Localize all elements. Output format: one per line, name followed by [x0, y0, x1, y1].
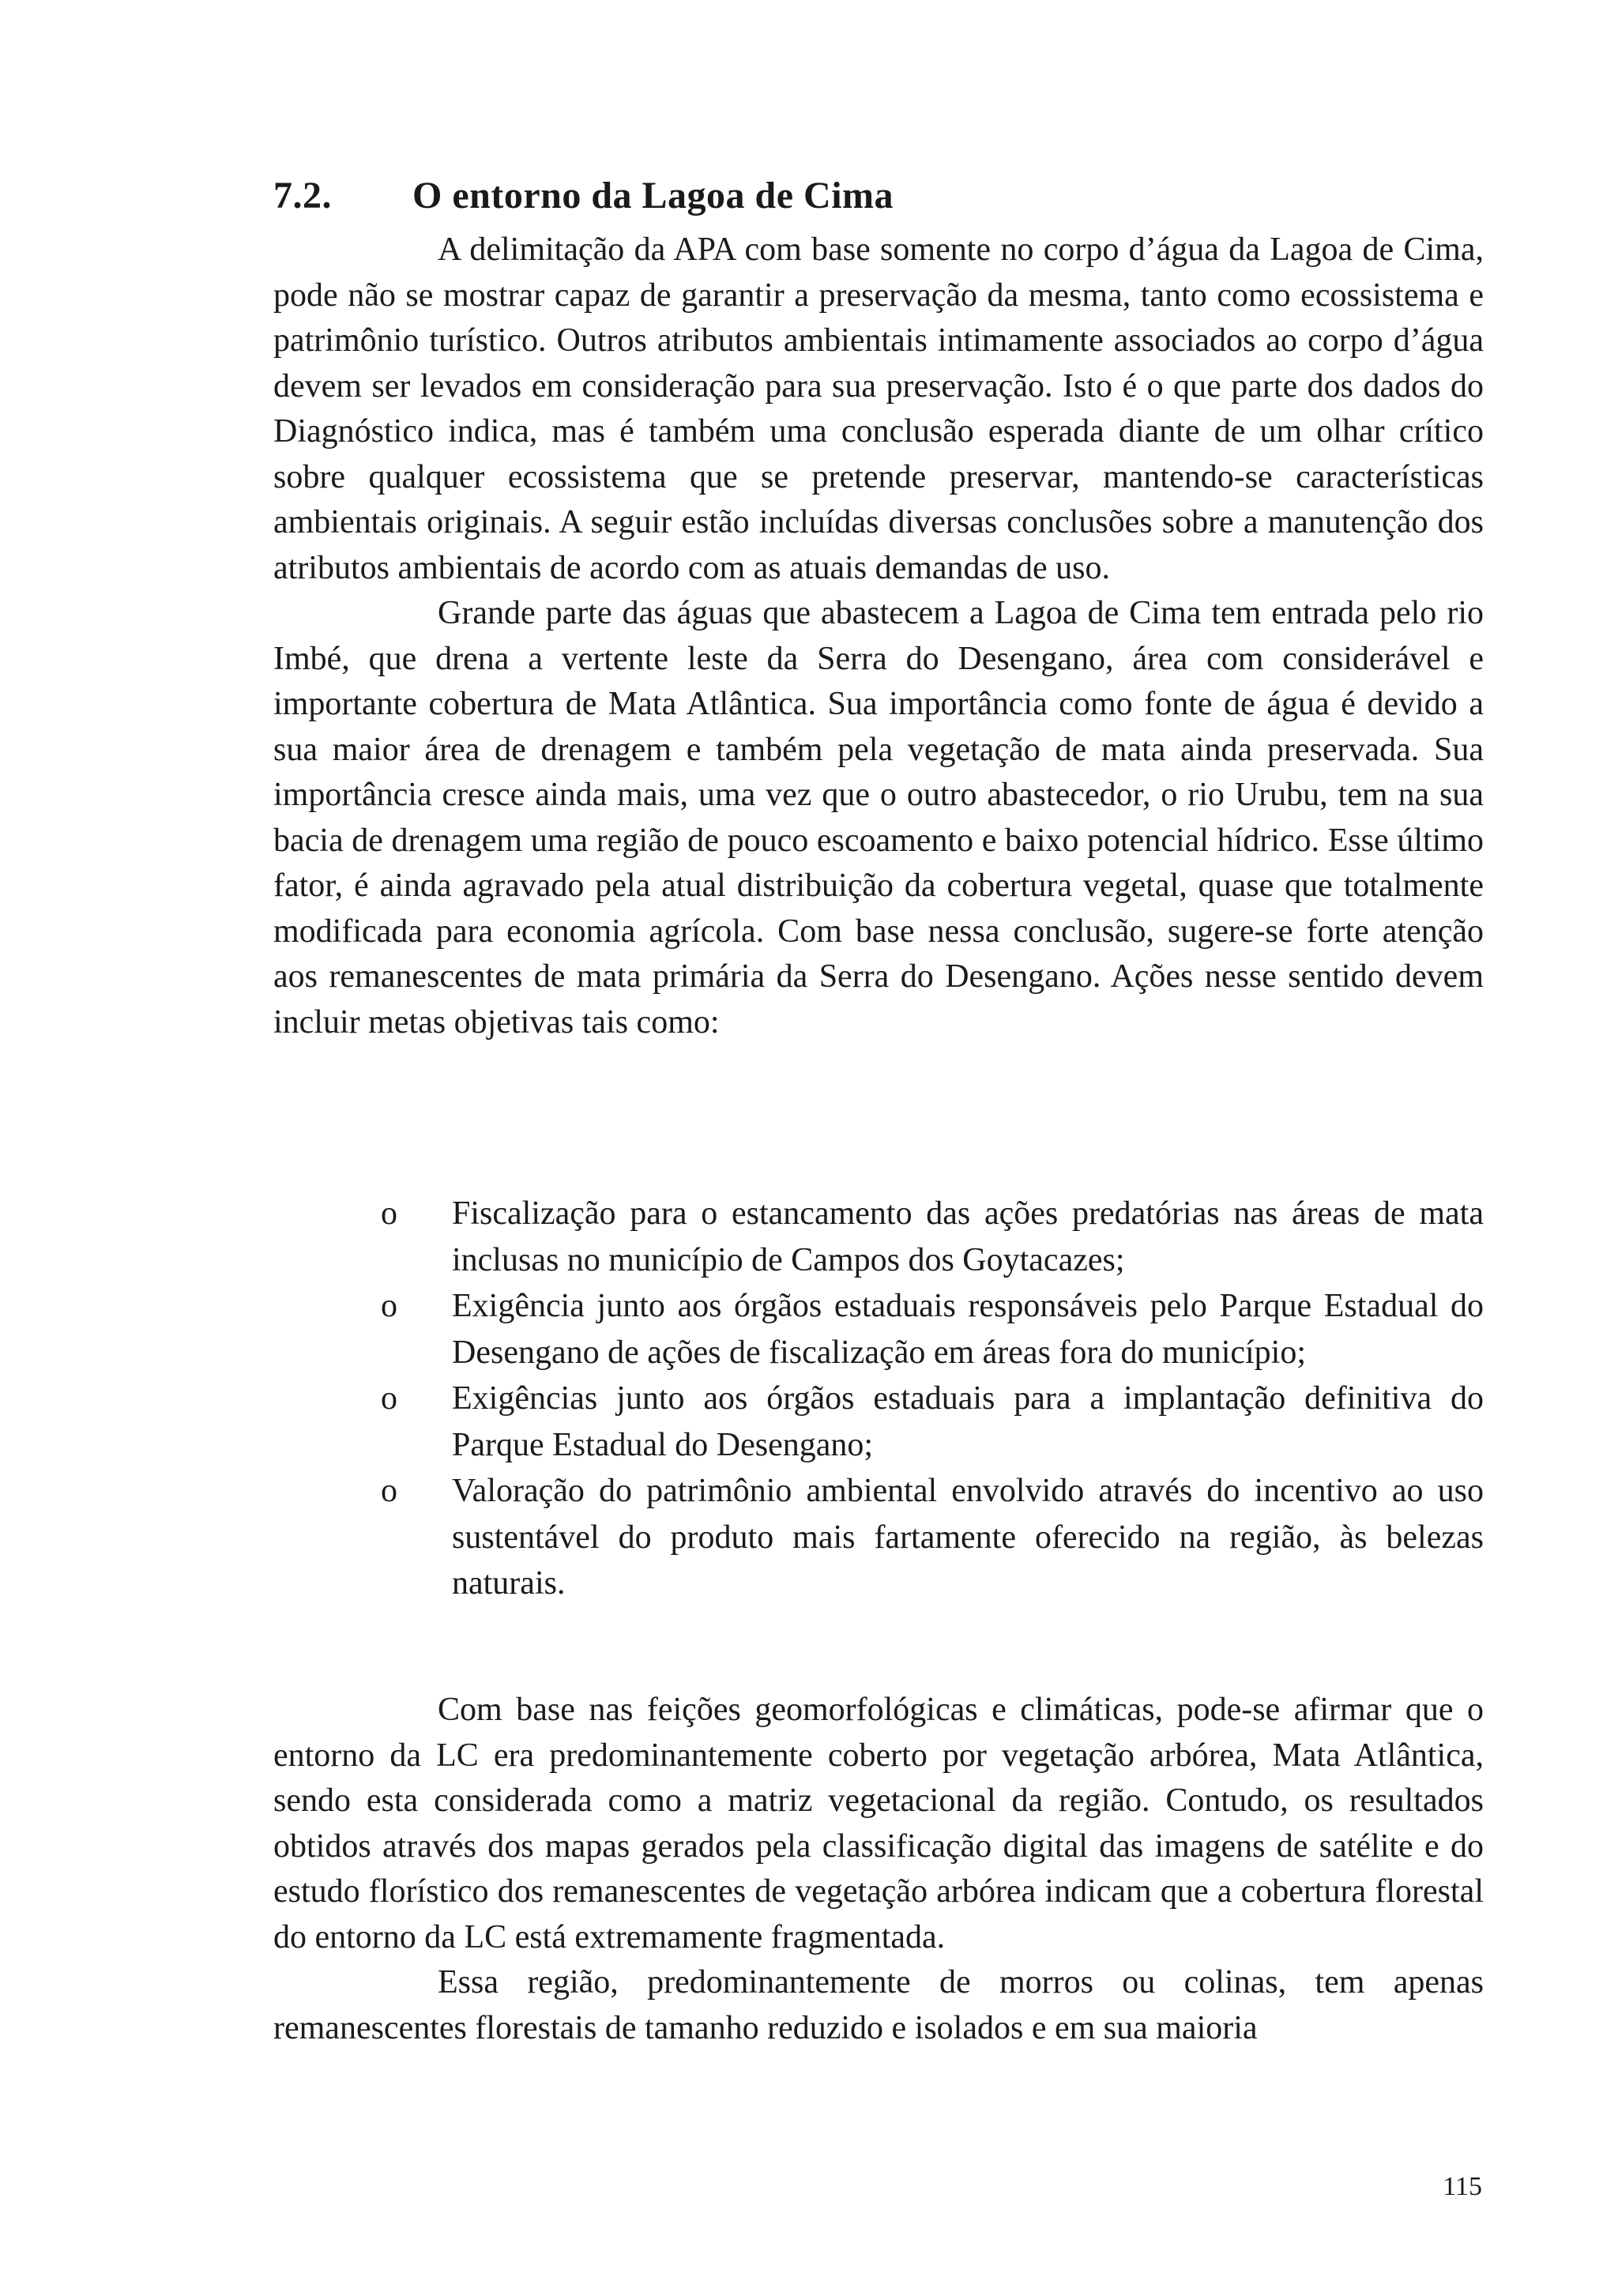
bullet-marker: o	[381, 1473, 397, 1509]
bullet-marker: o	[381, 1195, 397, 1232]
body-text-before-list	[273, 228, 1484, 1045]
paragraph: Grande parte das águas que abastecem a Lagoa de Cima tem entrada pelo rio Imbé, que drena a vertente leste da Serra do Desengano, área com considerável e importante cobertura de Mata Atlântica. Sua importância como fonte de água é devido a sua maior área de drenagem e também pela vegetação de mata ainda preservada. Sua importância cresce ainda mais, uma vez que o outro abastecedor, o rio Urubu, tem na sua bacia de drenagem uma região de pouco escoamento e baixo potencial hídrico. Esse último fator, é ainda agravado pela atual distribuição da cobertura vegetal, quase que totalmente modificada para economia agrícola. Com base nessa conclusão, sugere-se forte atenção aos remanescentes de mata primária da Serra do Desengano. Ações nesse sentido devem incluir metas objetivas tais como:	[273, 595, 1484, 1041]
list-item	[273, 1468, 1484, 1607]
paragraph: A delimitação da APA com base somente no corpo d’água da Lagoa de Cima, pode não se mostrar capaz de garantir a preservação da mesma, tanto como ecossistema e patrimônio turístico. Outros atributos ambientais intimamente associados ao corpo d’água devem ser levados em consideração para sua preservação. Isto é o que parte dos dados do Diagnóstico indica, mas é também uma conclusão esperada diante de um olhar crítico sobre qualquer ecossistema que se pretende preservar, mantendo-se características ambientais originais. A seguir estão incluídas diversas conclusões sobre a manutenção dos atributos ambientais de acordo com as atuais demandas de uso.	[273, 231, 1484, 586]
list-item-text: Fiscalização para o estancamento das ações predatórias nas áreas de mata inclusas no município de Campos dos Goytacazes;	[452, 1195, 1484, 1278]
list-item	[273, 1191, 1484, 1283]
list-item-text: Exigência junto aos órgãos estaduais responsáveis pelo Parque Estadual do Desengano de ações de fiscalização em áreas fora do município;	[452, 1288, 1484, 1371]
section-title: O entorno da Lagoa de Cima	[412, 175, 894, 216]
list-item	[273, 1376, 1484, 1468]
goals-list	[273, 1191, 1484, 1607]
paragraph: Com base nas feições geomorfológicas e climáticas, pode-se afirmar que o entorno da LC era predominantemente coberto por vegetação arbórea, Mata Atlântica, sendo esta considerada como a matriz vegetacional da região. Contudo, os resultados obtidos através dos mapas gerados pela classificação digital das imagens de satélite e do estudo florístico dos remanescentes de vegetação arbórea indicam que a cobertura florestal do entorno da LC está extremamente fragmentada.	[273, 1692, 1484, 1955]
list-item-text: Valoração do patrimônio ambiental envolvido através do incentivo ao uso sustentável do produto mais fartamente oferecido na região, às belezas naturais.	[452, 1473, 1484, 1602]
section-number: 7.2.	[273, 175, 332, 216]
page-number: 115	[1443, 2172, 1482, 2201]
list-item-text: Exigências junto aos órgãos estaduais para a implantação definitiva do Parque Estadual do Desengano;	[452, 1380, 1484, 1463]
body-text-after-list	[273, 1688, 1484, 2051]
section-heading	[273, 171, 1490, 221]
bullet-marker: o	[381, 1288, 397, 1324]
bullet-marker: o	[381, 1380, 397, 1417]
paragraph: Essa região, predominantemente de morros ou colinas, tem apenas remanescentes florestais de tamanho reduzido e isolados e em sua maioria	[273, 1964, 1484, 2046]
list-item	[273, 1283, 1484, 1376]
